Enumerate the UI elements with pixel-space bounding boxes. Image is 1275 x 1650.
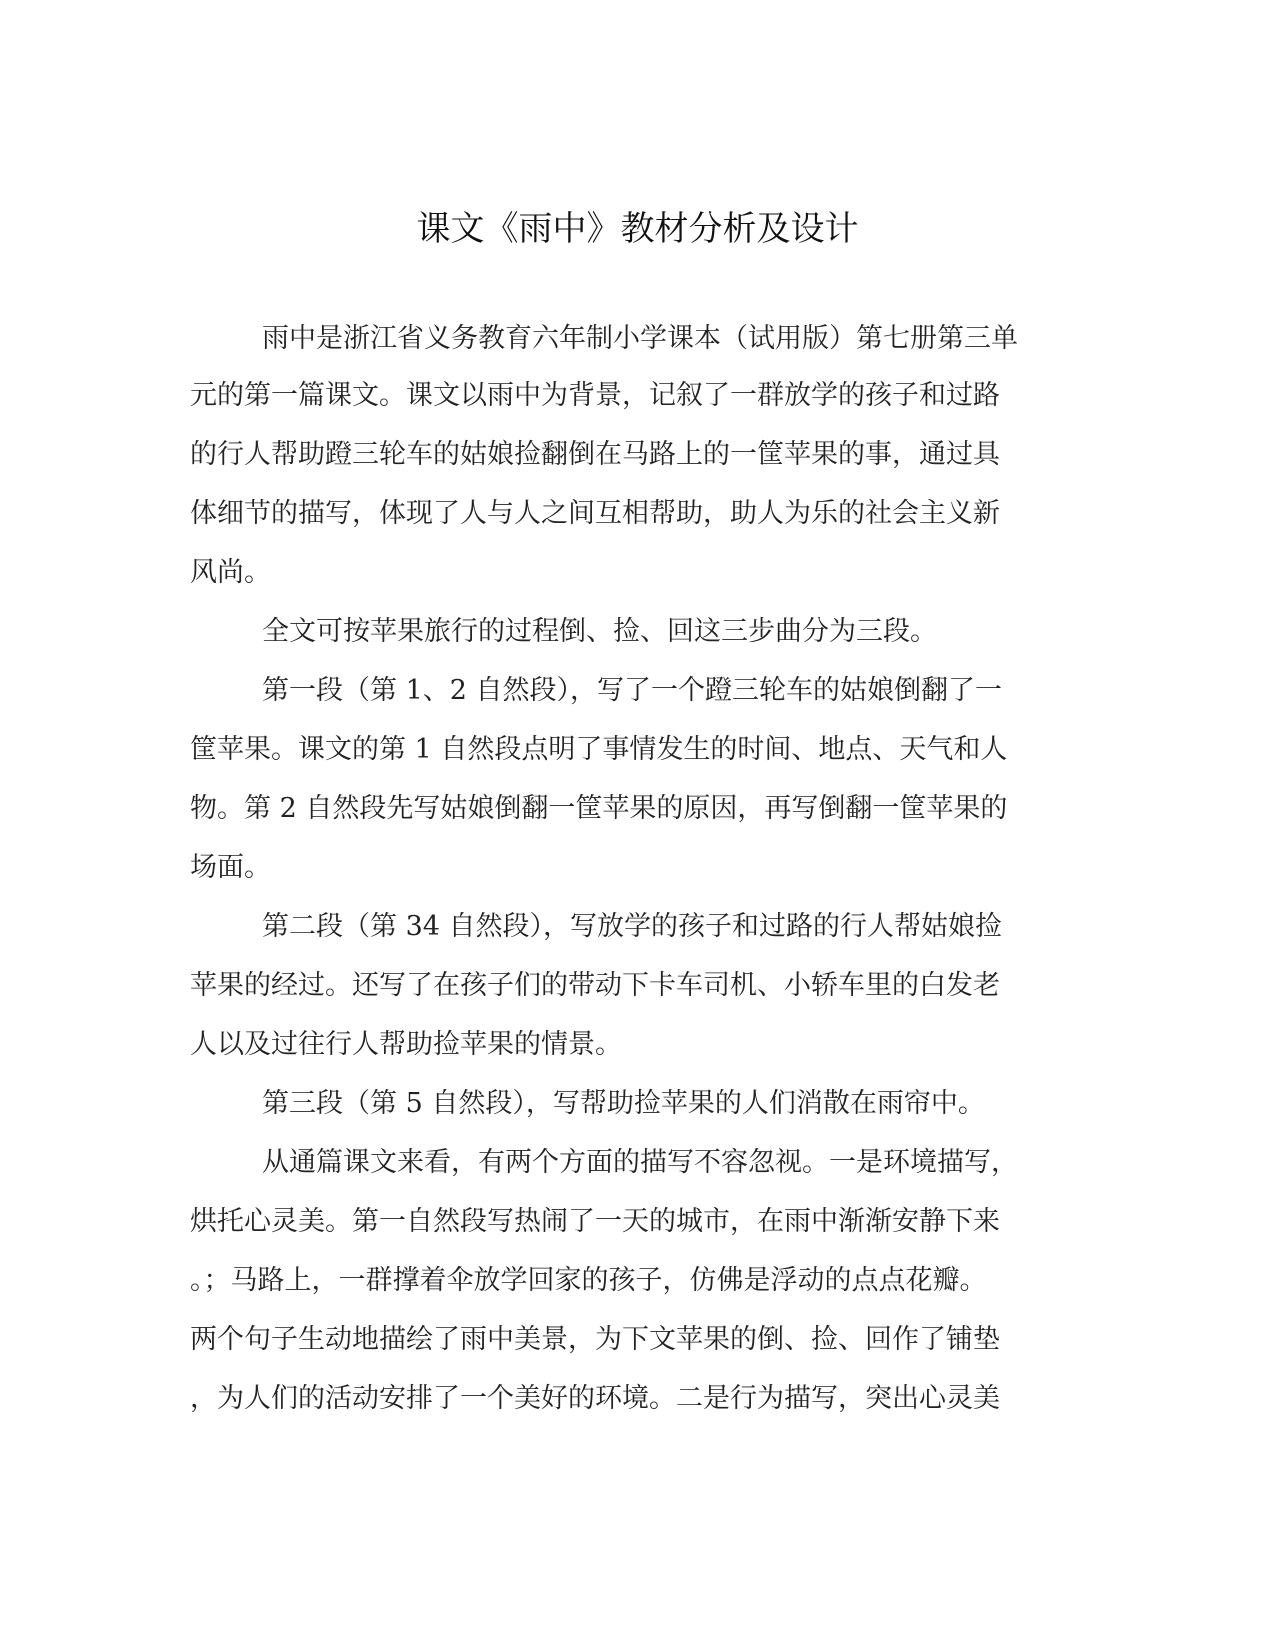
paragraph-line: 人以及过往行人帮助捡苹果的情景。: [190, 1029, 622, 1060]
paragraph-line: 烘托心灵美。第一自然段写热闹了一天的城市，在雨中渐渐安静下来: [190, 1206, 1000, 1237]
paragraph-line: 第二段（第 34 自然段），写放学的孩子和过路的行人帮姑娘捡: [262, 911, 1003, 942]
paragraph-line: 雨中是浙江省义务教育六年制小学课本（试用版）第七册第三单: [262, 323, 1018, 354]
paragraph-line: 体细节的描写，体现了人与人之间互相帮助，助人为乐的社会主义新: [190, 498, 1000, 529]
document-title: 课文《雨中》教材分析及设计: [416, 209, 859, 249]
paragraph-line: 的行人帮助蹬三轮车的姑娘捡翻倒在马路上的一筐苹果的事，通过具: [190, 439, 1000, 470]
paragraph-line: 筐苹果。课文的第 1 自然段点明了事情发生的时间、地点、天气和人: [190, 734, 1008, 765]
paragraph-line: 。；马路上，一群撑着伞放学回家的孩子，仿佛是浮动的点点花瓣。: [190, 1265, 987, 1296]
paragraph-line: 第三段（第 5 自然段），写帮助捡苹果的人们消散在雨帘中。: [262, 1088, 985, 1119]
paragraph-line: 全文可按苹果旅行的过程倒、捡、回这三步曲分为三段。: [262, 616, 937, 647]
paragraph-line: 从通篇课文来看，有两个方面的描写不容忽视。一是环境描写，: [262, 1147, 1018, 1178]
paragraph-line: 场面。: [190, 852, 271, 883]
paragraph-line: 风尚。: [190, 557, 271, 588]
paragraph-line: 第一段（第 1、2 自然段），写了一个蹬三轮车的姑娘倒翻了一: [262, 675, 1003, 706]
paragraph-line: ，为人们的活动安排了一个美好的环境。二是行为描写，突出心灵美: [190, 1383, 1000, 1414]
paragraph-line: 物。第 2 自然段先写姑娘倒翻一筐苹果的原因，再写倒翻一筐苹果的: [190, 793, 1008, 824]
paragraph-line: 元的第一篇课文。课文以雨中为背景，记叙了一群放学的孩子和过路: [190, 380, 1000, 411]
paragraph-line: 两个句子生动地描绘了雨中美景，为下文苹果的倒、捡、回作了铺垫: [190, 1324, 1000, 1355]
paragraph-line: 苹果的经过。还写了在孩子们的带动下卡车司机、小轿车里的白发老: [190, 970, 1000, 1001]
